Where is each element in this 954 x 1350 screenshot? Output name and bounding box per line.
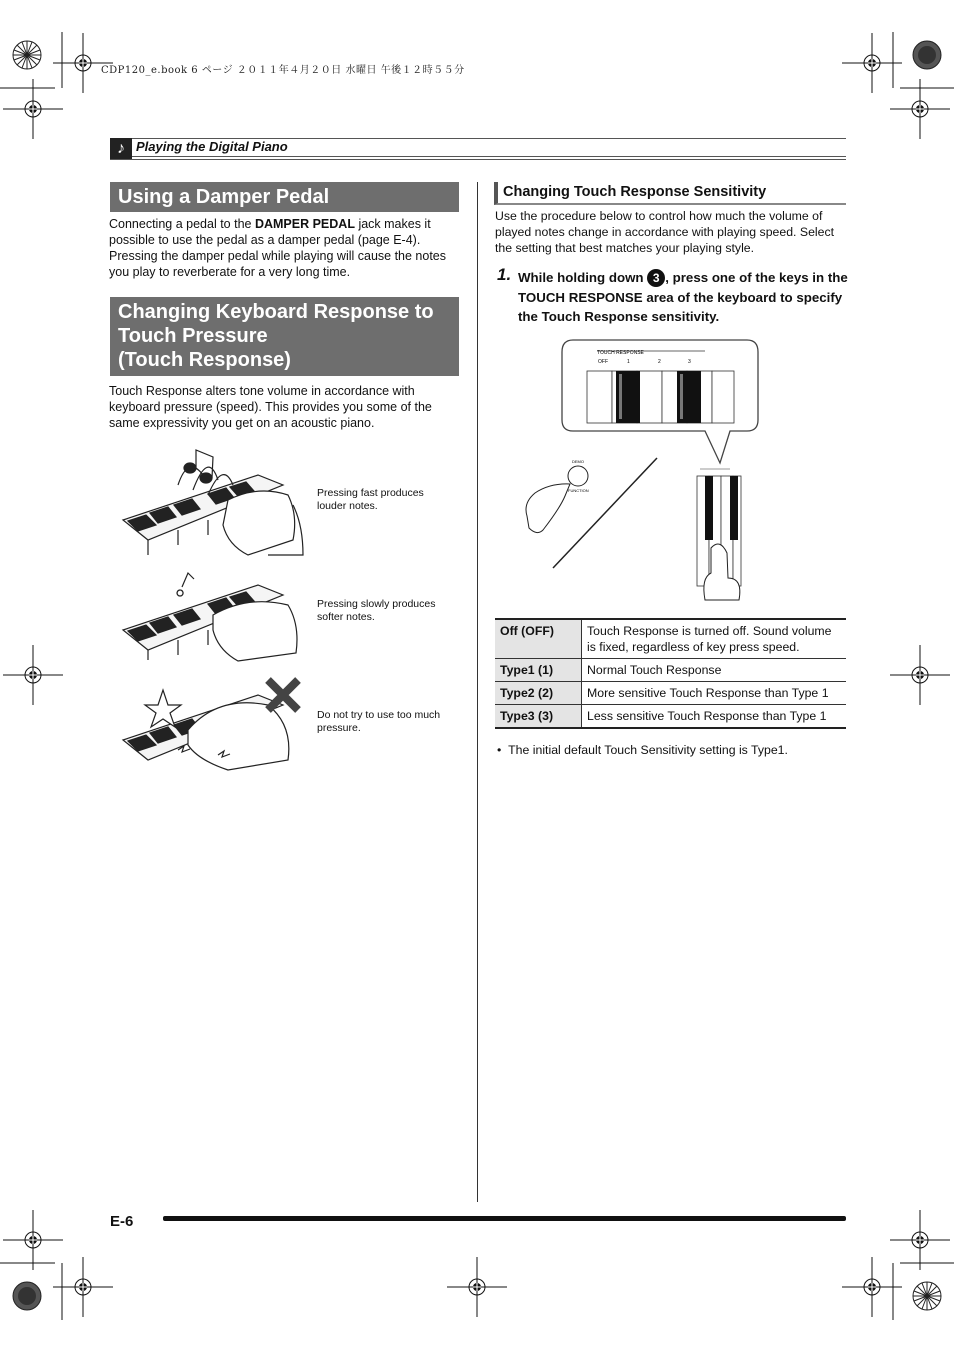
header-rule	[110, 159, 846, 160]
damper-jack-name: DAMPER PEDAL	[254, 217, 355, 231]
setting-name: Off (OFF)	[495, 619, 582, 659]
caption-too-much: Do not try to use too much pressure.	[317, 709, 441, 734]
print-info: CDP120_e.book 6 ページ ２０１１年４月２０日 水曜日 午後１２時５５分	[101, 65, 465, 76]
keyboard-illustrations	[118, 445, 308, 780]
setting-name: Type3 (3)	[495, 705, 582, 729]
step-text-a: While holding down	[518, 270, 648, 285]
damper-text-a: Connecting a pedal to the	[109, 217, 255, 231]
music-note-icon: ♪	[110, 138, 132, 159]
touch-title-line3: (Touch Response)	[118, 349, 291, 371]
touch-response-figure	[515, 338, 765, 603]
section-title-touch	[110, 297, 459, 376]
button-top-label: DEMO	[572, 459, 584, 464]
setting-description: Normal Touch Response	[582, 659, 847, 682]
setting-name: Type1 (1)	[495, 659, 582, 682]
circled-number-icon: 3	[647, 269, 665, 287]
page-number: E-6	[110, 1213, 134, 1230]
setting-description: More sensitive Touch Response than Type 1	[582, 682, 847, 705]
running-header: Playing the Digital Piano	[136, 139, 288, 154]
key-label-2: 2	[658, 359, 661, 365]
header-rule	[110, 156, 846, 157]
bullet-icon: •	[497, 743, 509, 757]
step-instruction	[518, 268, 848, 327]
caption-slow: Pressing slowly produces softer notes.	[317, 598, 436, 623]
panel-label: TOUCH RESPONSE	[597, 350, 644, 356]
step-number: 1.	[497, 265, 512, 284]
footer-rule	[163, 1216, 846, 1221]
section-title-damper: Using a Damper Pedal	[110, 182, 459, 212]
table-row	[495, 682, 846, 705]
slow-press-illustration	[123, 573, 297, 661]
subsection-title: Changing Touch Response Sensitivity	[494, 182, 846, 205]
note-text: The initial default Touch Sensitivity setting is Type1.	[508, 743, 788, 757]
touch-paragraph: Touch Response alters tone volume in accordance with keyboard pressure (speed). This provides you some of the same expressivity you get on an acoustic piano.	[109, 384, 432, 430]
column-divider	[477, 182, 478, 1202]
setting-description: Less sensitive Touch Response than Type 1	[582, 705, 847, 729]
touch-title-line1: Changing Keyboard Response to	[118, 301, 434, 323]
touch-title-line2: Touch Pressure	[118, 325, 268, 347]
setting-description: Touch Response is turned off. Sound volume is fixed, regardless of key press speed.	[582, 619, 847, 659]
damper-paragraph	[109, 216, 459, 280]
too-much-pressure-illustration	[123, 680, 298, 770]
default-setting-note	[497, 743, 788, 757]
damper-text-b: jack makes it possible to use the pedal as a damper pedal (page E-4). Pressing the damper pedal while playing will cause the notes you play to reverberate for a very long time.	[109, 217, 446, 279]
step-text-b: , press one of the keys in the TOUCH RESPONSE area of the keyboard to specify the Touch Response sensitivity.	[518, 270, 848, 324]
fast-press-illustration	[123, 450, 303, 555]
key-label-off: OFF	[598, 359, 608, 365]
table-row	[495, 619, 846, 659]
intro-paragraph: Use the procedure below to control how much the volume of played notes change in accordance with playing speed. Select the setting that best matches your playing style.	[495, 209, 835, 255]
table-row	[495, 705, 846, 729]
caption-fast: Pressing fast produces louder notes.	[317, 487, 424, 512]
touch-response-table	[495, 618, 846, 729]
setting-name: Type2 (2)	[495, 682, 582, 705]
key-label-3: 3	[688, 359, 691, 365]
table-row	[495, 659, 846, 682]
button-bottom-label: FUNCTION	[568, 488, 589, 493]
key-label-1: 1	[627, 359, 630, 365]
